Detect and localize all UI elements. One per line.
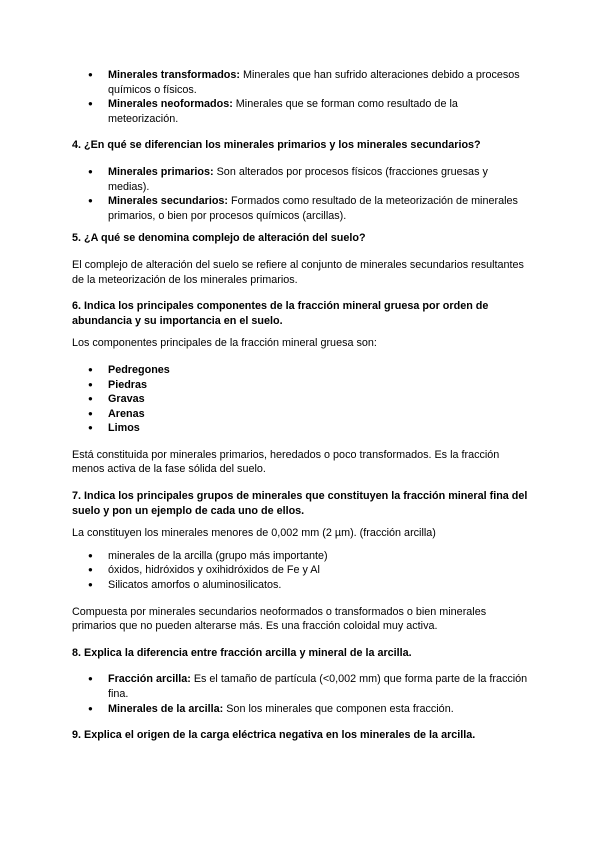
list-item: ● Silicatos amorfos o aluminosilicatos. [72,578,528,593]
question-7-heading: 7. Indica los principales grupos de minerales que constituyen la fracción mineral fina del suelo y pon un ejemplo de cada uno de ellos. [72,490,528,517]
question-8-heading: 8. Explica la diferencia entre fracción arcilla y mineral de la arcilla. [72,646,412,659]
question-6-list [72,363,528,436]
list-item-term: Minerales primarios: [108,165,214,178]
list-item-text: Formados como resultado de la meteorización de minerales primarios, o bien por procesos químicos (arcillas). [108,195,518,222]
list-item-text: Minerales que se forman como resultado de la meteorización. [108,98,458,125]
question-6-intro: Los componentes principales de la fracción mineral gruesa son: [72,337,377,350]
document-page [72,68,528,743]
list-item-term: Minerales secundarios: [108,195,229,208]
list-item-text: Es el tamaño de partícula (<0,002 mm) que forma parte de la fracción fina. [108,673,528,700]
question-7-intro: La constituyen los minerales menores de 0,002 mm (2 µm). (fracción arcilla) [72,527,436,540]
question-7-closing: Compuesta por minerales secundarios neoformados o transformados o bien minerales primarios que no pueden alterarse más. Es una fracción coloidal muy activa. [72,605,487,633]
list-item: ● Piedras [72,378,528,393]
question-8-list [72,672,528,716]
question-6-closing: Está constituida por minerales primarios, heredados o poco transformados. Es la fracción menos activa de la fase sólida del suelo. [72,448,500,476]
question-5-heading: 5. ¿A qué se denomina complejo de alteración del suelo? [72,232,366,245]
list-item: ● óxidos, hidróxidos y oxihidróxidos de Fe y Al [72,563,528,578]
list-item: ● Limos [72,421,528,436]
list-item [72,194,528,223]
question-4-heading: 4. ¿En qué se diferencian los minerales primarios y los minerales secundarios? [72,139,481,152]
question-4-list [72,165,528,223]
list-item-text: Minerales que han sufrido alteraciones debido a procesos químicos o físicos. [108,69,520,96]
question-6-heading: 6. Indica los principales componentes de la fracción mineral gruesa por orden de abundancia y su importancia en el suelo. [72,300,489,327]
list-item: ● minerales de la arcilla (grupo más importante) [72,549,528,564]
list-item-term: Fracción arcilla: [108,673,191,686]
list-item-text: Son alterados por procesos físicos (fracciones gruesas y medias). [108,165,488,193]
question-5-answer: El complejo de alteración del suelo se refiere al conjunto de minerales secundarios resultantes de la meteorización de los minerales primarios. [72,258,524,286]
list-item [72,68,528,97]
list-item [72,97,528,126]
list-item: ● Arenas [72,407,528,422]
list-item: ● Gravas [72,392,528,407]
list-item [72,165,528,194]
secondary-minerals-list [72,68,528,126]
list-item-text: Son los minerales que componen esta fracción. [226,702,454,715]
question-9-heading: 9. Explica el origen de la carga eléctrica negativa en los minerales de la arcilla. [72,729,476,742]
list-item: ● Pedregones [72,363,528,378]
list-item-term: Minerales neoformados: [108,98,233,111]
list-item [72,672,528,701]
list-item [72,702,528,717]
list-item-term: Minerales transformados: [108,69,240,81]
list-item-term: Minerales de la arcilla: [108,702,224,715]
question-7-list [72,549,528,593]
